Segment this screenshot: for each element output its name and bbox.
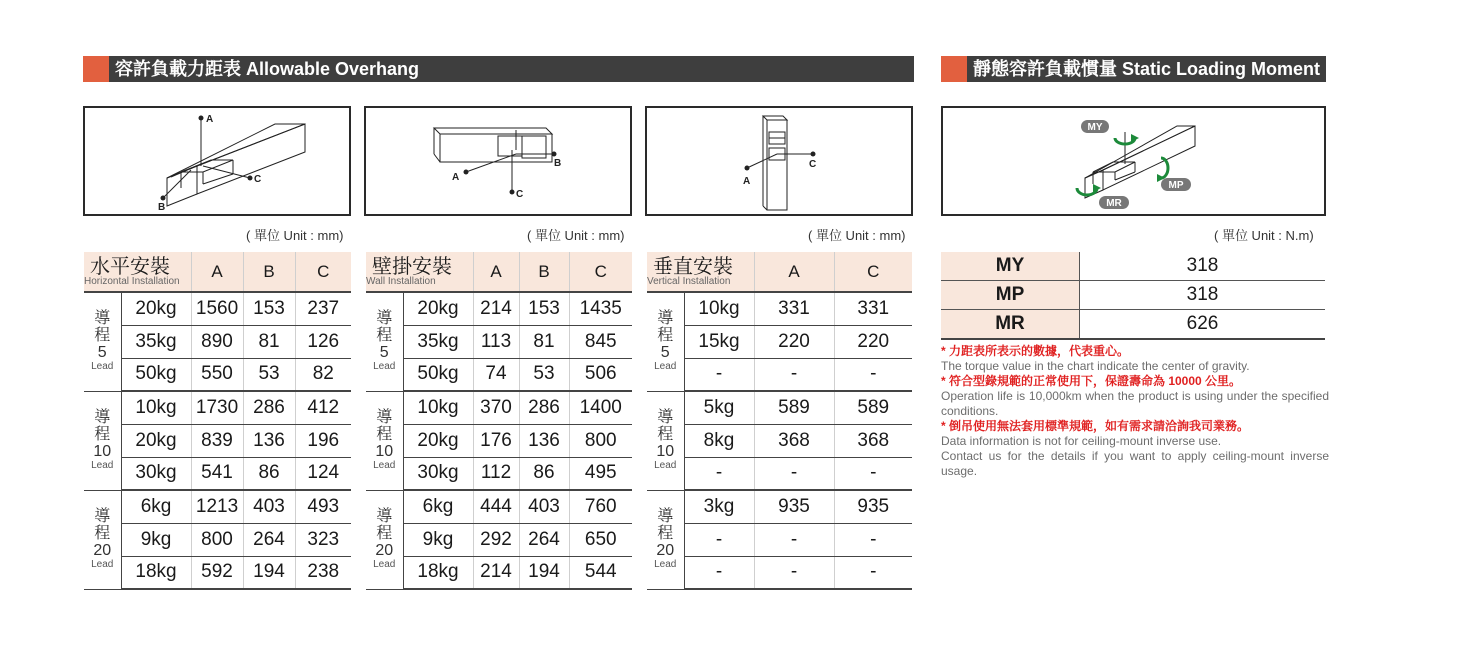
- lead-group-number: 5: [97, 344, 107, 362]
- lead-label: Lead: [373, 559, 396, 570]
- moment-row: [941, 310, 1325, 340]
- load-cell: 6kg: [121, 490, 191, 523]
- column-header: B: [519, 252, 569, 292]
- value-cell: 81: [243, 325, 295, 358]
- lead-group-cell: [84, 292, 121, 391]
- lead-group-cell: [647, 292, 684, 391]
- point-a-label: A: [452, 172, 460, 183]
- lead-group-char: 導: [376, 508, 393, 525]
- mp-label: MP: [1168, 180, 1184, 191]
- mp-rotation-arrow: [1161, 158, 1168, 178]
- lead-group-char: 導: [376, 310, 393, 328]
- table-row: [366, 424, 632, 457]
- value-cell: 760: [569, 490, 632, 523]
- value-cell: 839: [191, 424, 243, 457]
- value-cell: 412: [295, 391, 351, 424]
- value-cell: -: [754, 358, 834, 391]
- table-row: [647, 292, 912, 325]
- unit-label-vertical: ( 單位 Unit : mm): [808, 228, 906, 243]
- value-cell: 286: [243, 391, 295, 424]
- value-cell: 153: [243, 292, 295, 325]
- note-line: Operation life is 10,000km when the product is using under the specified conditions.: [941, 389, 1329, 418]
- table-row: [647, 358, 912, 391]
- table-row: [366, 556, 632, 589]
- table-row: [84, 292, 351, 325]
- column-header: C: [295, 252, 351, 292]
- lead-group-char: 導: [657, 409, 674, 426]
- value-cell: 220: [754, 325, 834, 358]
- column-header: C: [834, 252, 912, 292]
- lead-group-char: 導: [94, 409, 111, 426]
- lead-group-char: 程: [657, 525, 674, 542]
- table-row: [84, 556, 351, 589]
- point-a-label: A: [206, 114, 214, 125]
- load-cell: 30kg: [121, 457, 191, 490]
- lead-label: Lead: [91, 460, 114, 471]
- load-cell: 9kg: [121, 523, 191, 556]
- load-cell: -: [684, 523, 754, 556]
- unit-label-horizontal: ( 單位 Unit : mm): [246, 228, 344, 243]
- moment-value: 626: [1080, 310, 1326, 340]
- load-cell: 18kg: [121, 556, 191, 589]
- value-cell: -: [754, 457, 834, 490]
- moment-drawing: [943, 108, 1324, 214]
- load-cell: 20kg: [403, 292, 473, 325]
- load-cell: -: [684, 457, 754, 490]
- table-row: [84, 424, 351, 457]
- lead-group-char: 導: [376, 409, 393, 426]
- install-mode-cell: [84, 252, 191, 292]
- value-cell: -: [834, 523, 912, 556]
- value-cell: 82: [295, 358, 351, 391]
- table-header-row: [84, 252, 351, 292]
- value-cell: 550: [191, 358, 243, 391]
- load-cell: 20kg: [121, 292, 191, 325]
- note-line: The torque value in the chart indicate the center of gravity.: [941, 359, 1250, 373]
- value-cell: 845: [569, 325, 632, 358]
- value-cell: -: [834, 457, 912, 490]
- lead-label: Lead: [373, 361, 396, 373]
- moment-value: 318: [1080, 252, 1326, 281]
- value-cell: 541: [191, 457, 243, 490]
- load-cell: 9kg: [403, 523, 473, 556]
- lead-group-char: 導: [94, 310, 111, 328]
- value-cell: 506: [569, 358, 632, 391]
- table-row: [84, 325, 351, 358]
- point-b-label: B: [554, 158, 562, 169]
- table-row: [647, 523, 912, 556]
- table-row: [647, 457, 912, 490]
- table-row: [366, 292, 632, 325]
- load-cell: 6kg: [403, 490, 473, 523]
- lead-group-cell: [84, 490, 121, 589]
- table-row: [647, 325, 912, 358]
- install-mode-cn: 垂直安裝: [653, 255, 733, 278]
- lead-group-char: 導: [657, 310, 674, 328]
- value-cell: 331: [754, 292, 834, 325]
- value-cell: 589: [834, 391, 912, 424]
- table-row: [84, 490, 351, 523]
- point-c-label: C: [809, 159, 817, 170]
- lead-group-number: 20: [375, 542, 394, 559]
- value-cell: 650: [569, 523, 632, 556]
- load-cell: 10kg: [684, 292, 754, 325]
- value-cell: 403: [243, 490, 295, 523]
- note-line: Contact us for the details if you want to apply ceiling-mount inverse usage.: [941, 449, 1329, 478]
- value-cell: 1213: [191, 490, 243, 523]
- value-cell: 214: [473, 556, 519, 589]
- value-cell: 368: [754, 424, 834, 457]
- value-cell: -: [754, 523, 834, 556]
- point-c-label: C: [516, 189, 524, 200]
- wall-overhang-table: [366, 252, 632, 590]
- lead-group-cell: [366, 490, 403, 589]
- load-cell: 20kg: [121, 424, 191, 457]
- notes: [941, 344, 1329, 479]
- value-cell: 292: [473, 523, 519, 556]
- column-header: C: [569, 252, 632, 292]
- moment-key: MP: [941, 281, 1080, 310]
- lead-group-char: 程: [94, 525, 111, 542]
- value-cell: 238: [295, 556, 351, 589]
- table-row: [366, 325, 632, 358]
- lead-group-char: 導: [94, 508, 111, 525]
- lead-group-char: 程: [376, 426, 393, 443]
- note-line: * 符合型錄規範的正常使用下，保證壽命為 10000 公里。: [941, 374, 1242, 388]
- lead-group-number: 20: [93, 542, 112, 559]
- static-moment-table: [941, 252, 1325, 340]
- note-line: * 力距表所表示的數據，代表重心。: [941, 344, 1130, 358]
- load-cell: 10kg: [121, 391, 191, 424]
- load-cell: -: [684, 358, 754, 391]
- value-cell: 237: [295, 292, 351, 325]
- my-label: MY: [1087, 122, 1103, 133]
- lead-group-char: 程: [657, 426, 674, 443]
- table-row: [647, 556, 912, 589]
- point-c-label: C: [254, 174, 262, 185]
- load-cell: 20kg: [403, 424, 473, 457]
- wall-install-drawing: [366, 108, 630, 214]
- load-cell: 10kg: [403, 391, 473, 424]
- lead-group-cell: [647, 391, 684, 490]
- lead-group-cell: [647, 490, 684, 589]
- point-b-label: B: [158, 202, 166, 213]
- mr-label: MR: [1106, 198, 1122, 209]
- point-a-label: A: [743, 176, 751, 187]
- value-cell: 264: [243, 523, 295, 556]
- lead-label: Lead: [654, 559, 677, 570]
- lead-group-char: 程: [94, 327, 111, 345]
- moment-value: 318: [1080, 281, 1326, 310]
- value-cell: 890: [191, 325, 243, 358]
- value-cell: 53: [243, 358, 295, 391]
- load-cell: 15kg: [684, 325, 754, 358]
- column-header: A: [754, 252, 834, 292]
- lead-group-number: 5: [379, 344, 389, 362]
- table-row: [366, 391, 632, 424]
- lead-group-char: 導: [657, 508, 674, 525]
- value-cell: 86: [519, 457, 569, 490]
- allowable-overhang-title: 容許負載力距表 Allowable Overhang: [115, 59, 420, 79]
- value-cell: 323: [295, 523, 351, 556]
- value-cell: 495: [569, 457, 632, 490]
- value-cell: 81: [519, 325, 569, 358]
- table-row: [84, 358, 351, 391]
- horizontal-overhang-table: [84, 252, 351, 590]
- value-cell: 935: [834, 490, 912, 523]
- value-cell: 935: [754, 490, 834, 523]
- lead-group-number: 20: [656, 542, 675, 559]
- install-mode-cell: [366, 252, 473, 292]
- value-cell: 800: [569, 424, 632, 457]
- header-accent: [941, 56, 967, 82]
- moment-row: [941, 281, 1325, 310]
- lead-label: Lead: [373, 460, 396, 471]
- value-cell: 220: [834, 325, 912, 358]
- value-cell: 136: [519, 424, 569, 457]
- value-cell: 176: [473, 424, 519, 457]
- column-header: A: [473, 252, 519, 292]
- load-cell: 50kg: [121, 358, 191, 391]
- load-cell: -: [684, 556, 754, 589]
- horizontal-install-drawing: [85, 108, 349, 214]
- moment-row: [941, 252, 1325, 281]
- moment-diagram: [941, 106, 1326, 216]
- value-cell: -: [754, 556, 834, 589]
- static-moment-title: 靜態容許負載慣量 Static Loading Moment: [973, 59, 1321, 79]
- load-cell: 50kg: [403, 358, 473, 391]
- value-cell: 1400: [569, 391, 632, 424]
- value-cell: 194: [243, 556, 295, 589]
- value-cell: 368: [834, 424, 912, 457]
- note-line: * 倒吊使用無法套用標準規範，如有需求請洽詢我司業務。: [941, 419, 1250, 433]
- install-mode-en: Horizontal Installation: [84, 275, 180, 287]
- value-cell: 124: [295, 457, 351, 490]
- lead-group-number: 10: [375, 443, 394, 460]
- value-cell: 544: [569, 556, 632, 589]
- load-cell: 35kg: [121, 325, 191, 358]
- vertical-overhang-table: [647, 252, 912, 590]
- table-row: [366, 490, 632, 523]
- load-cell: 8kg: [684, 424, 754, 457]
- install-mode-cell: [647, 252, 754, 292]
- lead-group-char: 程: [376, 327, 393, 345]
- unit-label-wall: ( 單位 Unit : mm): [527, 228, 625, 243]
- allowable-overhang-header: [83, 56, 914, 82]
- column-header: A: [191, 252, 243, 292]
- column-header: B: [243, 252, 295, 292]
- static-moment-header: [941, 56, 1326, 82]
- lead-label: Lead: [654, 460, 677, 471]
- vertical-install-diagram: [645, 106, 913, 216]
- table-row: [366, 523, 632, 556]
- install-mode-en: Wall Installation: [366, 275, 436, 287]
- value-cell: 800: [191, 523, 243, 556]
- moment-key: MY: [941, 252, 1080, 281]
- header-accent: [83, 56, 109, 82]
- table-row: [84, 391, 351, 424]
- table-row: [647, 424, 912, 457]
- lead-group-number: 10: [93, 443, 112, 460]
- install-mode-cn: 壁掛安裝: [372, 255, 452, 278]
- table-row: [84, 457, 351, 490]
- lead-group-char: 程: [657, 327, 674, 345]
- value-cell: 264: [519, 523, 569, 556]
- value-cell: 370: [473, 391, 519, 424]
- load-cell: 3kg: [684, 490, 754, 523]
- lead-label: Lead: [91, 559, 114, 570]
- value-cell: 444: [473, 490, 519, 523]
- value-cell: 286: [519, 391, 569, 424]
- lead-label: Lead: [91, 361, 114, 373]
- unit-label-moment: ( 單位 Unit : N.m): [1214, 228, 1314, 243]
- value-cell: 112: [473, 457, 519, 490]
- note-line: Data information is not for ceiling-mount inverse use.: [941, 434, 1222, 448]
- lead-group-cell: [366, 292, 403, 391]
- value-cell: 86: [243, 457, 295, 490]
- load-cell: 18kg: [403, 556, 473, 589]
- value-cell: 136: [243, 424, 295, 457]
- table-row: [647, 391, 912, 424]
- value-cell: 53: [519, 358, 569, 391]
- lead-label: Lead: [654, 361, 677, 373]
- table-row: [366, 358, 632, 391]
- value-cell: 1435: [569, 292, 632, 325]
- value-cell: 592: [191, 556, 243, 589]
- value-cell: -: [834, 556, 912, 589]
- value-cell: 214: [473, 292, 519, 325]
- value-cell: 589: [754, 391, 834, 424]
- lead-group-cell: [366, 391, 403, 490]
- load-cell: 30kg: [403, 457, 473, 490]
- value-cell: 493: [295, 490, 351, 523]
- value-cell: 153: [519, 292, 569, 325]
- vertical-install-drawing: [647, 108, 911, 214]
- table-row: [647, 490, 912, 523]
- value-cell: 1730: [191, 391, 243, 424]
- moment-key: MR: [941, 310, 1080, 340]
- lead-group-cell: [84, 391, 121, 490]
- table-row: [366, 457, 632, 490]
- value-cell: 403: [519, 490, 569, 523]
- value-cell: 194: [519, 556, 569, 589]
- lead-group-char: 程: [376, 525, 393, 542]
- horizontal-install-diagram: [83, 106, 351, 216]
- load-cell: 35kg: [403, 325, 473, 358]
- lead-group-number: 10: [656, 443, 675, 460]
- table-header-row: [366, 252, 632, 292]
- wall-install-diagram: [364, 106, 632, 216]
- install-mode-en: Vertical Installation: [647, 275, 731, 287]
- value-cell: 331: [834, 292, 912, 325]
- load-cell: 5kg: [684, 391, 754, 424]
- table-row: [84, 523, 351, 556]
- value-cell: 113: [473, 325, 519, 358]
- value-cell: -: [834, 358, 912, 391]
- value-cell: 1560: [191, 292, 243, 325]
- value-cell: 126: [295, 325, 351, 358]
- value-cell: 196: [295, 424, 351, 457]
- lead-group-number: 5: [660, 344, 670, 362]
- install-mode-cn: 水平安裝: [90, 255, 170, 278]
- lead-group-char: 程: [94, 426, 111, 443]
- value-cell: 74: [473, 358, 519, 391]
- table-header-row: [647, 252, 912, 292]
